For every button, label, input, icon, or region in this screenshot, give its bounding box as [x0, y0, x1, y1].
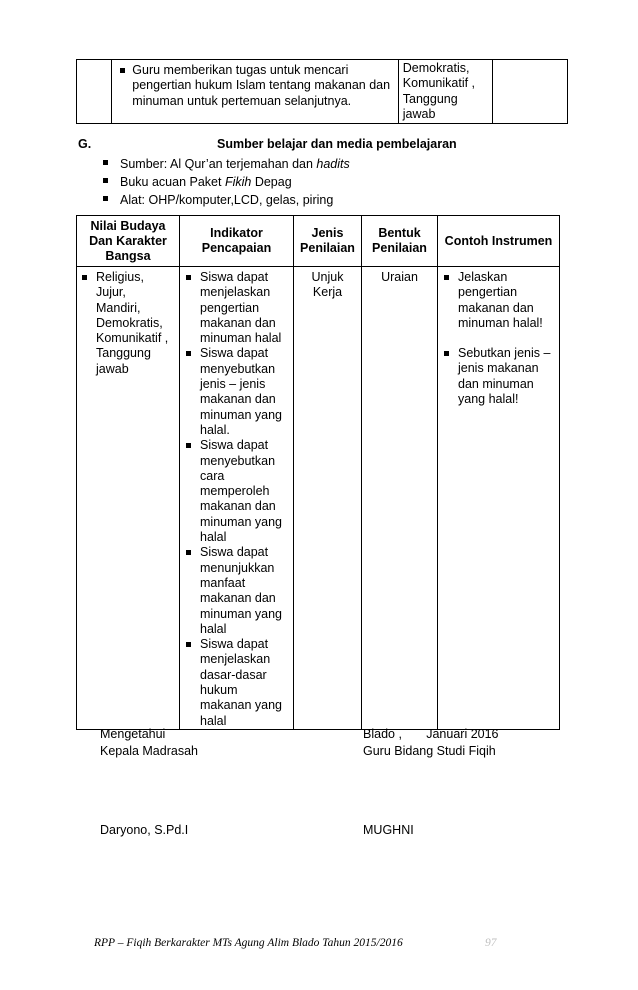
- nilai-cell: [77, 267, 180, 730]
- top-item-list: [119, 63, 394, 109]
- resource-item-3: [102, 191, 522, 209]
- header-jenis: [294, 216, 362, 267]
- sign-right-line2: Guru Bidang Studi Fiqih: [363, 744, 496, 758]
- header-indikator-text: Indikator Pencapaian: [201, 226, 272, 255]
- indikator-item-1: Siswa dapat menjelaskan pengertian makanan dan minuman halal: [185, 270, 290, 346]
- header-jenis-text: Jenis Penilaian: [300, 226, 355, 255]
- indikator-item-2: Siswa dapat menyebutkan jenis – jenis makanan dan minuman yang halal.: [185, 346, 290, 438]
- contoh-cell: [438, 267, 560, 730]
- top-empty-cell-2: [493, 60, 568, 124]
- assessment-header-row: [77, 216, 560, 267]
- assessment-body-row: [77, 267, 560, 730]
- indikator-list: [185, 270, 290, 729]
- resource-item-2-italic: Fikih: [224, 175, 252, 189]
- top-values-text: Demokratis, Komunikatif , Tanggung jawab: [402, 61, 476, 121]
- resource-item-2: [102, 173, 522, 191]
- resource-item-2-suffix: Depag: [251, 175, 292, 189]
- top-item-text: Guru memberikan tugas untuk mencari pengertian hukum Islam tentang makanan dan minuman untuk pertemuan selanjutnya.: [119, 63, 394, 109]
- top-empty-cell-1: [77, 60, 112, 124]
- top-item-cell: [112, 60, 399, 124]
- footer-text: RPP – Fiqih Berkarakter MTs Agung Alim Blado Tahun 2015/2016: [94, 937, 403, 949]
- section-title: Sumber belajar dan media pembelajaran: [217, 137, 457, 151]
- resource-list: [102, 155, 522, 209]
- sign-right-name: MUGHNI: [363, 823, 414, 837]
- sign-left-name: Daryono, S.Pd.I: [100, 823, 189, 837]
- header-contoh-text: Contoh Instrumen: [444, 233, 553, 248]
- sign-left-line1: Mengetahui: [100, 727, 166, 741]
- jenis-text: Unjuk Kerja: [311, 270, 344, 300]
- header-bentuk-text: Bentuk Penilaian: [372, 226, 427, 255]
- page-number: 97: [485, 937, 497, 949]
- contoh-item-2: Sebutkan jenis – jenis makanan dan minuman yang halal!: [443, 346, 556, 407]
- resource-item-1-italic: hadits: [316, 157, 350, 171]
- assessment-table: [76, 215, 560, 730]
- resource-item-3-text: Alat: OHP/komputer,LCD, gelas, piring: [120, 193, 334, 207]
- bentuk-cell: [362, 267, 438, 730]
- contoh-item-1: Jelaskan pengertian makanan dan minuman halal!: [443, 270, 556, 331]
- indikator-cell: [180, 267, 294, 730]
- header-nilai: [77, 216, 180, 267]
- indikator-item-5: Siswa dapat menjelaskan dasar-dasar hukum makanan yang halal: [185, 637, 290, 729]
- contoh-list: [443, 270, 556, 407]
- section-letter: G.: [78, 137, 92, 151]
- nilai-text: Religius, Jujur, Mandiri, Demokratis, Komunikatif , Tanggung jawab: [81, 270, 176, 377]
- indikator-item-3: Siswa dapat menyebutkan cara memperoleh makanan dan minuman yang halal: [185, 438, 290, 545]
- resource-item-2-text: Buku acuan Paket: [120, 175, 225, 189]
- resource-item-1-text: Sumber: Al Qur’an terjemahan dan: [120, 157, 317, 171]
- top-values-cell: [398, 60, 492, 124]
- bentuk-text: Uraian: [381, 270, 418, 284]
- jenis-cell: [294, 267, 362, 730]
- resource-item-1: [102, 155, 522, 173]
- sign-right-line1: Blado , Januari 2016: [363, 727, 499, 741]
- nilai-list: [81, 270, 176, 377]
- indikator-item-4: Siswa dapat menunjukkan manfaat makanan dan minuman yang halal: [185, 545, 290, 637]
- top-continuation-table: [76, 59, 568, 124]
- header-contoh: [438, 216, 560, 267]
- header-nilai-text: Nilai Budaya Dan Karakter Bangsa: [89, 218, 167, 263]
- sign-left-line2: Kepala Madrasah: [100, 744, 198, 758]
- header-bentuk: [362, 216, 438, 267]
- header-indikator: [180, 216, 294, 267]
